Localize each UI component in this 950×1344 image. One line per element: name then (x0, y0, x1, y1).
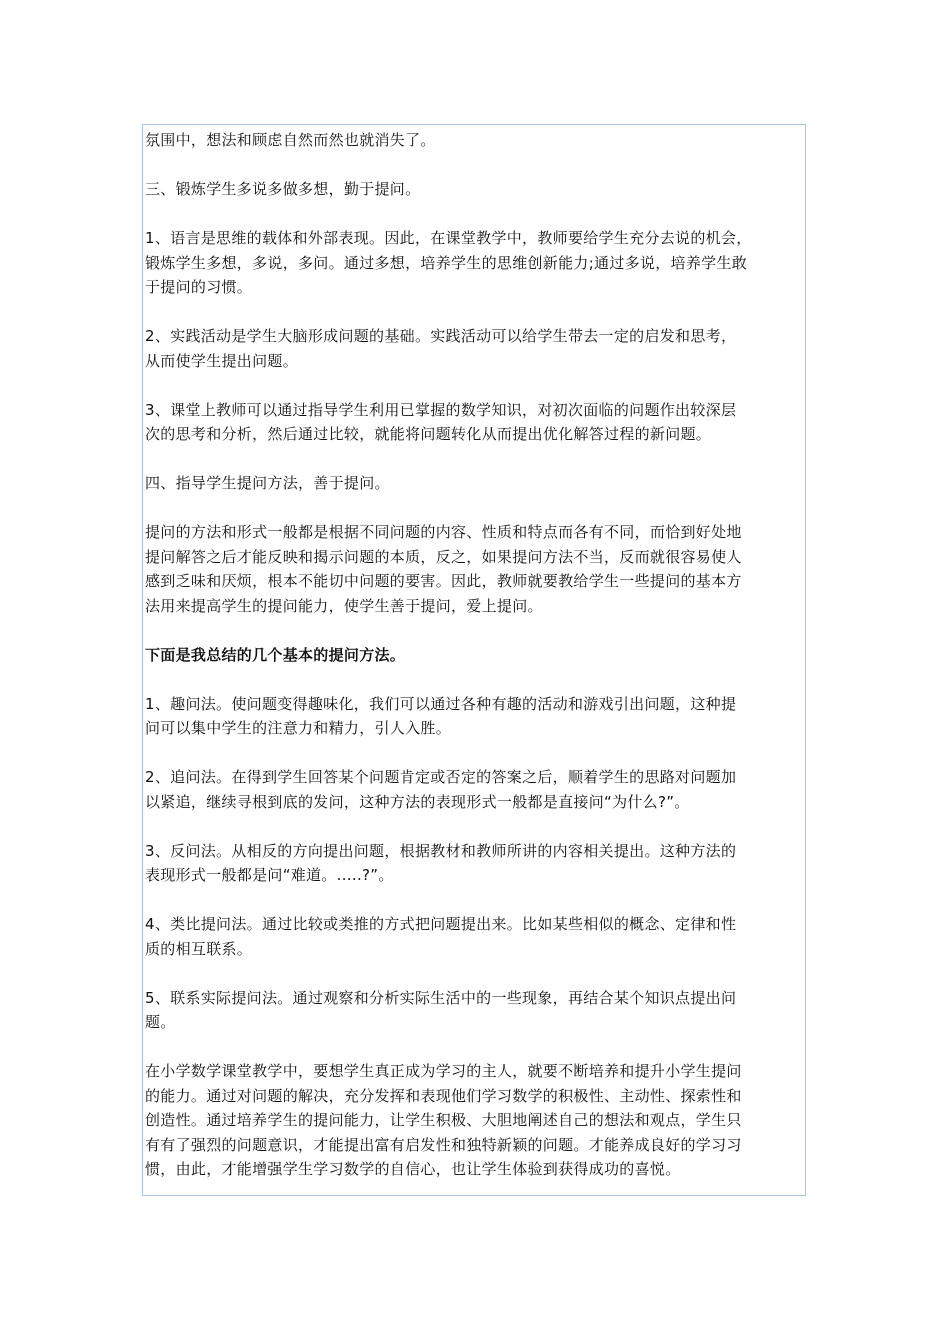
paragraph-intro-continuation (145, 128, 805, 153)
text-line: 2、追问法。在得到学生回答某个问题肯定或否定的答案之后，顺着学生的思路对问题加 (145, 768, 737, 786)
text-line: 4、类比提问法。通过比较或类推的方式把问题提出来。比如某些相似的概念、定律和性 (145, 915, 737, 933)
text-line: 四、指导学生提问方法，善于提问。 (145, 474, 390, 492)
text-line: 从而使学生提出问题。 (145, 351, 299, 370)
paragraph-method-1 (145, 692, 805, 741)
text-line: 问可以集中学生的注意力和精力，引人入胜。 (145, 719, 452, 737)
text-line: 1、趣问法。使问题变得趣味化，我们可以通过各种有趣的活动和游戏引出问题，这种提 (145, 694, 737, 713)
paragraph-method-4 (145, 912, 805, 961)
text-line: 锻炼学生多想，多说，多问。通过多想，培养学生的思维创新能力;通过多说，培养学生敢 (145, 253, 748, 272)
text-line: 于提问的习惯。 (145, 278, 253, 296)
text-line: 法用来提高学生的提问能力，使学生善于提问，爱上提问。 (145, 596, 543, 615)
text-line: 氛围中，想法和顾虑自然而然也就消失了。 (145, 131, 436, 149)
text-line: 3、课堂上教师可以通过指导学生利用已掌握的数学知识，对初次面临的问题作出较深层 (145, 400, 737, 419)
text-line: 表现形式一般都是问“难道。.....?”。 (145, 866, 394, 884)
heading-section-four (145, 471, 805, 496)
bold-subheading-methods (145, 643, 805, 668)
text-line: 的能力。通过对问题的解决，充分发挥和表现他们学习数学的积极性、主动性、探索性和 (145, 1086, 742, 1105)
text-line: 创造性。通过培养学生的提问能力，让学生积极、大胆地阐述自己的想法和观点，学生只 (145, 1111, 742, 1129)
text-line: 次的思考和分析，然后通过比较，就能将问题转化从而提出优化解答过程的新问题。 (145, 425, 712, 443)
document-body (145, 128, 805, 1182)
text-line: 3、反问法。从相反的方向提出问题，根据教材和教师所讲的内容相关提出。这种方法的 (145, 841, 737, 860)
text-line: 5、联系实际提问法。通过观察和分析实际生活中的一些现象，再结合某个知识点提出问 (145, 988, 737, 1007)
text-line: 提问解答之后才能反映和揭示问题的本质，反之，如果提问方法不当，反而就很容易使人 (145, 547, 742, 566)
text-line: 2、实践活动是学生大脑形成问题的基础。实践活动可以给学生带去一定的启发和思考， (145, 327, 737, 345)
paragraph-point-1 (145, 226, 805, 300)
paragraph-method-2 (145, 765, 805, 814)
paragraph-point-3 (145, 398, 805, 447)
text-line: 三、锻炼学生多说多做多想，勤于提问。 (145, 180, 421, 198)
text-line: 1、语言是思维的载体和外部表现。因此，在课堂教学中，教师要给学生充分去说的机会， (145, 229, 752, 247)
paragraph-questioning-methods (145, 520, 805, 618)
paragraph-method-3 (145, 839, 805, 888)
paragraph-method-5 (145, 986, 805, 1035)
text-line: 以紧追，继续寻根到底的发问，这种方法的表现形式一般都是直接问“为什么?”。 (145, 792, 690, 811)
text-line: 惯，由此，才能增强学生学习数学的自信心，也让学生体验到获得成功的喜悦。 (145, 1160, 681, 1178)
text-line: 有有了强烈的问题意识，才能提出富有启发性和独特新颖的问题。才能养成良好的学习习 (145, 1135, 742, 1154)
text-line: 质的相互联系。 (145, 939, 253, 958)
paragraph-conclusion (145, 1059, 805, 1182)
text-line: 在小学数学课堂教学中，要想学生真正成为学习的主人，就要不断培养和提升小学生提问 (145, 1062, 742, 1080)
text-line: 下面是我总结的几个基本的提问方法。 (145, 645, 406, 664)
text-line: 感到乏味和厌烦，根本不能切中问题的要害。因此，教师就要教给学生一些提问的基本方 (145, 572, 742, 590)
paragraph-point-2 (145, 324, 805, 373)
text-line: 提问的方法和形式一般都是根据不同问题的内容、性质和特点而各有不同，而恰到好处地 (145, 523, 742, 541)
heading-section-three (145, 177, 805, 202)
text-line: 题。 (145, 1013, 176, 1031)
